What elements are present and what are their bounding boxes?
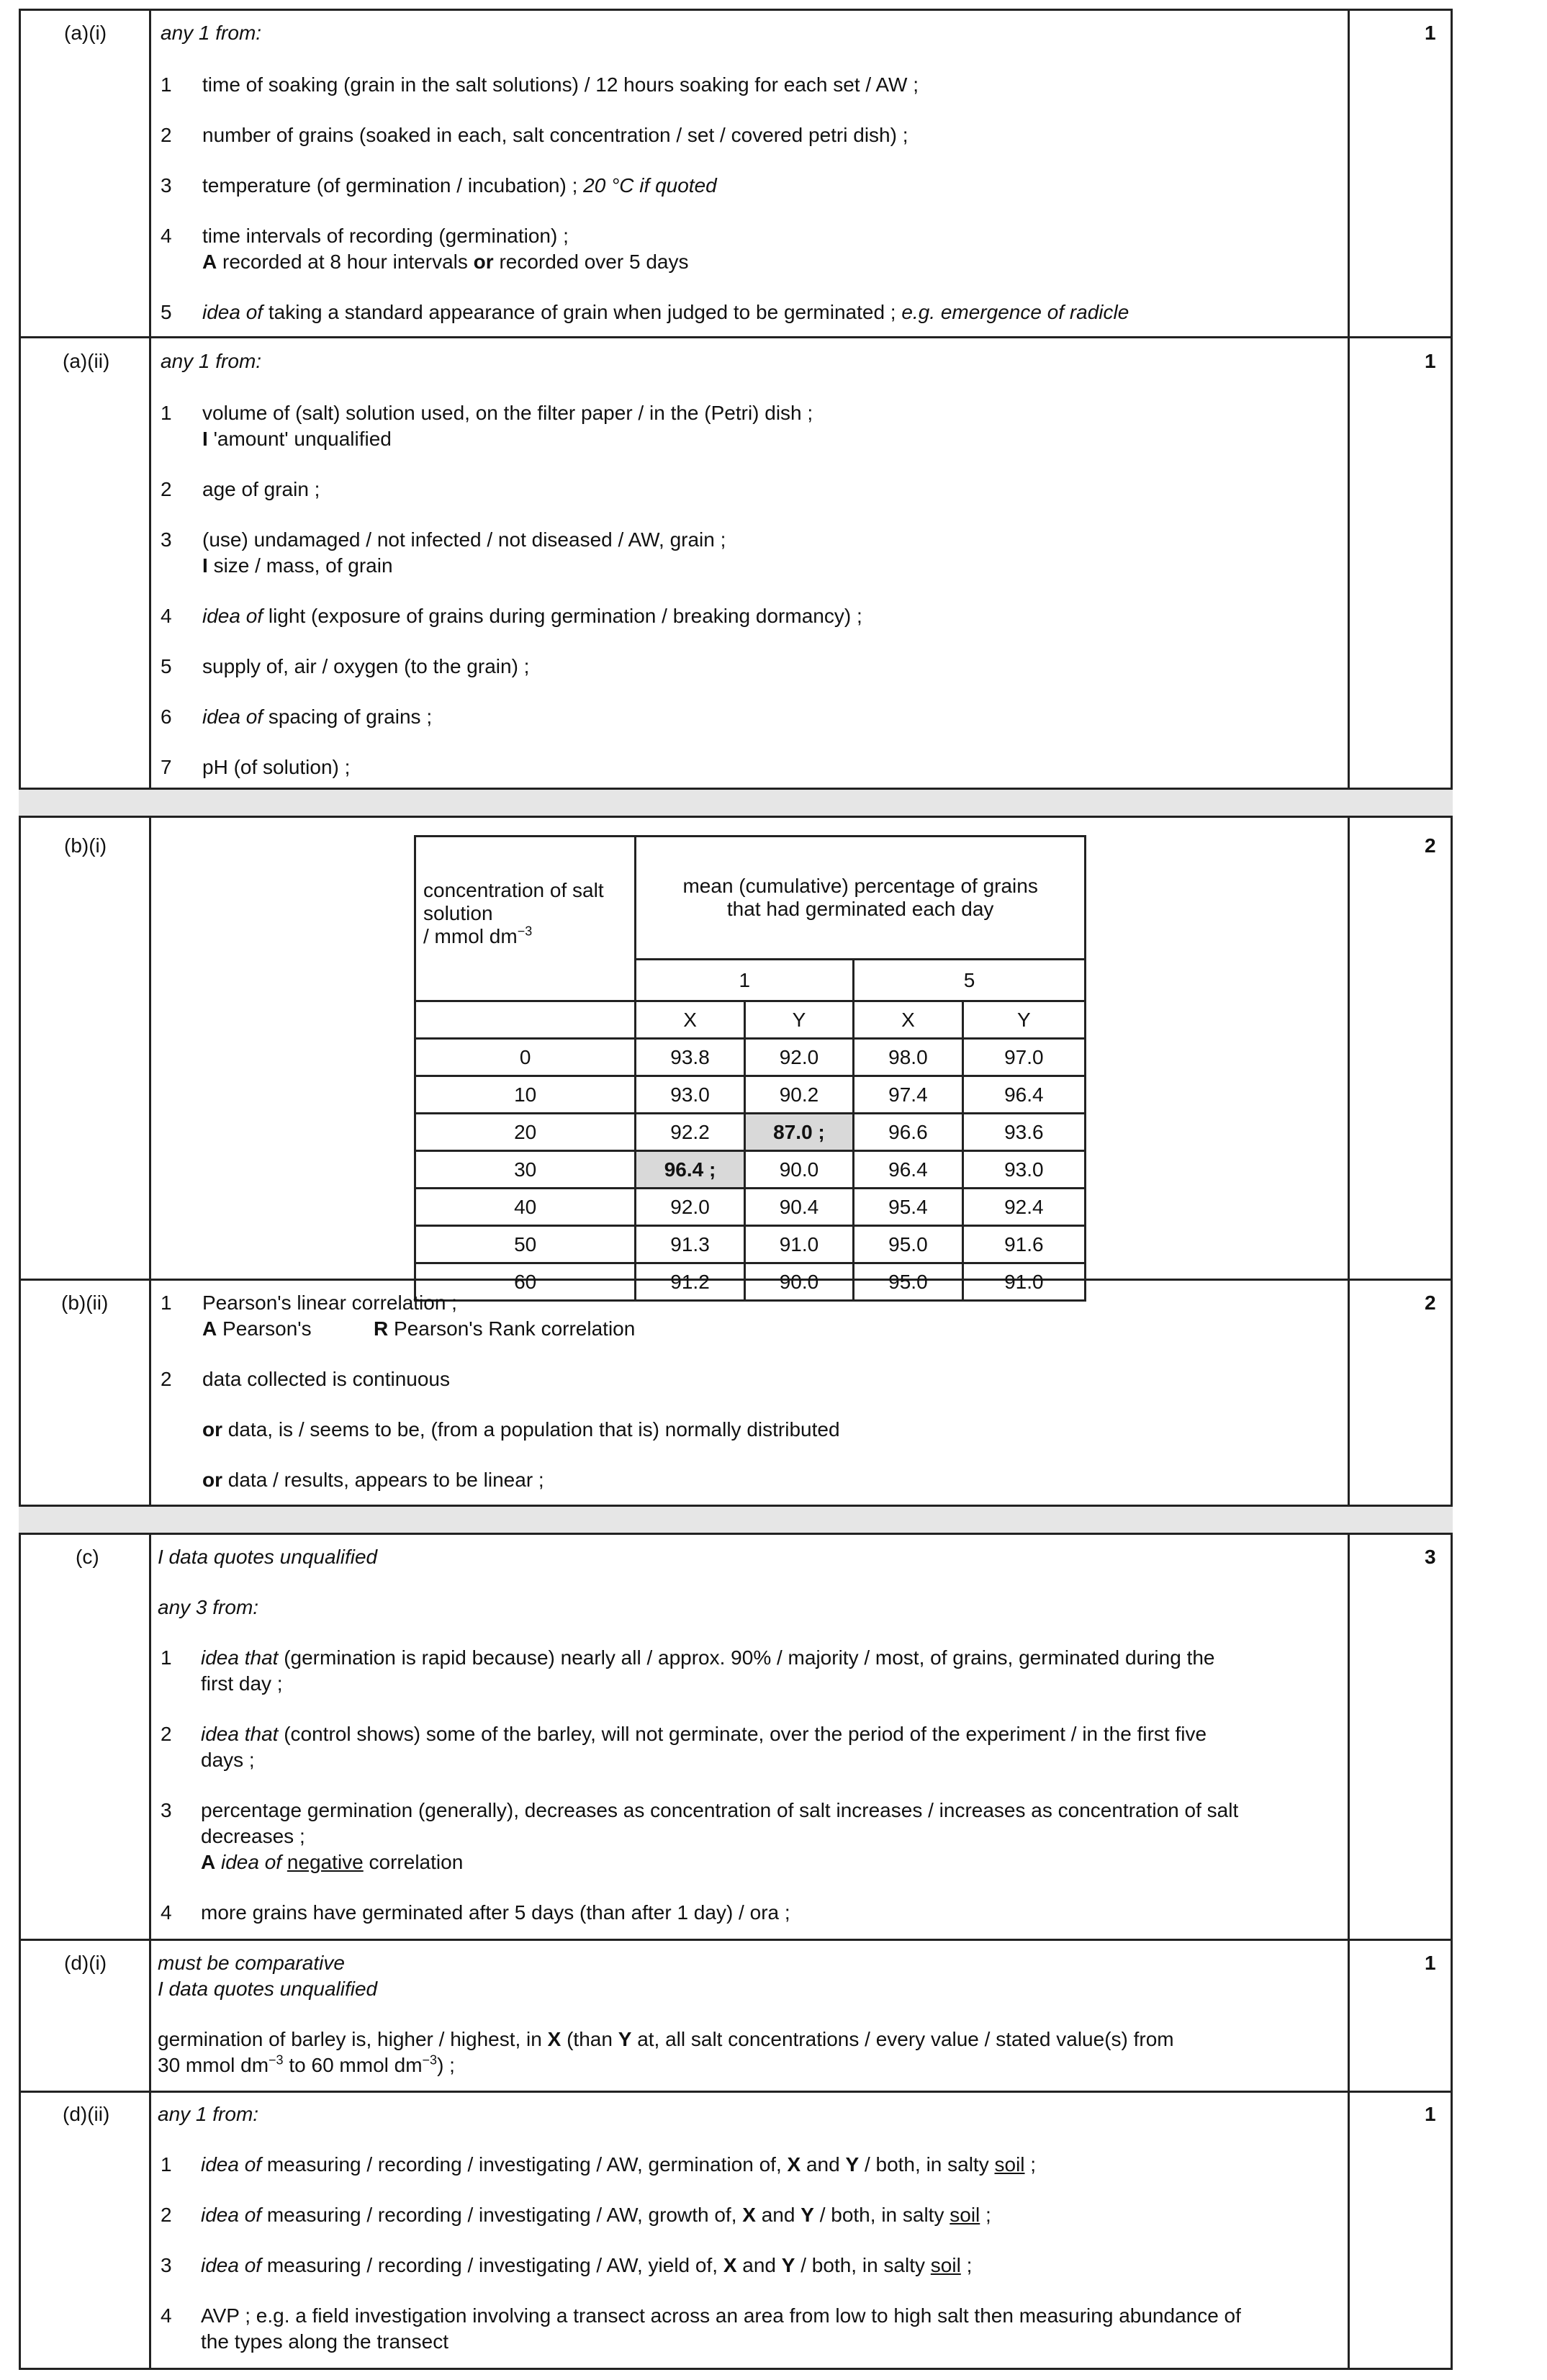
point-number: 4 — [161, 605, 172, 627]
guidance-text: any 1 from: — [161, 350, 262, 372]
ignore-line — [202, 554, 393, 578]
answer-text: ) ; — [437, 2054, 455, 2076]
table-cell: 96.4 — [962, 1076, 1085, 1114]
mean-percentage-header — [636, 837, 1086, 960]
table-row — [415, 1189, 1086, 1226]
answer-text: to 60 mmol dm — [289, 2054, 423, 2076]
keyword-underlined: negative — [287, 1851, 364, 1873]
answer-text: decreases ; — [201, 1825, 305, 1847]
ignore-label: I — [202, 428, 208, 450]
reject-label: R — [374, 1317, 389, 1340]
answer-line — [201, 1722, 1207, 1746]
table-cell: 92.4 — [962, 1189, 1085, 1226]
table-cell: 97.0 — [962, 1039, 1085, 1076]
variety-x: X — [742, 2204, 756, 2226]
answer-text: pH (of solution) ; — [202, 756, 351, 778]
table-cell: 96.6 — [854, 1114, 962, 1151]
point-number: 1 — [161, 1646, 172, 1669]
marks-value: 2 — [1425, 834, 1436, 857]
point-number: 1 — [161, 1292, 172, 1314]
answer-text: age of grain ; — [202, 478, 320, 500]
accept-line — [202, 250, 688, 274]
table-row — [415, 1076, 1086, 1114]
answer-text: (control shows) some of the barley, will not germinate, over the period of the experiment / in the first five — [284, 1723, 1207, 1745]
answer-text: spacing of grains ; — [268, 706, 433, 728]
answer-text: supply of, air / oxygen (to the grain) ; — [202, 655, 530, 677]
table-row — [415, 1114, 1086, 1151]
header-line — [423, 925, 627, 948]
idea-label: idea that — [201, 1723, 279, 1745]
answer-text: measuring / recording / investigating / AW, yield of, — [266, 2254, 718, 2276]
answer-text: ; — [966, 2254, 973, 2276]
marks-value: 1 — [1425, 2103, 1436, 2125]
alternative-line — [202, 1417, 840, 1442]
accept-label: A — [201, 1851, 216, 1873]
table-cell: 90.2 — [744, 1076, 853, 1114]
question-number: (a)(ii) — [63, 350, 110, 372]
guidance-text: any 1 from: — [158, 2103, 259, 2125]
answer-text: percentage germination (generally), decreases as concentration of salt increases / increases as concentration of salt — [201, 1799, 1239, 1821]
idea-label: idea of — [202, 301, 263, 323]
answer-line — [201, 2153, 1036, 2177]
mark-scheme-block-a — [19, 9, 1453, 790]
day-5-header: 5 — [854, 960, 1086, 1001]
accept-line — [202, 1317, 312, 1341]
accept-line — [201, 1850, 463, 1875]
table-cell: 93.6 — [962, 1114, 1085, 1151]
point-number: 2 — [161, 124, 172, 146]
ignore-text: 'amount' unqualified — [213, 428, 392, 450]
guidance-text: I data quotes unqualified — [158, 1546, 378, 1568]
marks-value: 2 — [1425, 1292, 1436, 1314]
question-number: (d)(ii) — [63, 2103, 110, 2125]
table-cell: 98.0 — [854, 1039, 962, 1076]
table-cell: 95.0 — [854, 1263, 962, 1301]
answer-line — [202, 705, 432, 729]
table-cell: 92.2 — [636, 1114, 744, 1151]
keyword-underlined: soil — [950, 2204, 980, 2226]
concentration-header — [415, 837, 636, 1001]
point-number: 2 — [161, 2204, 172, 2226]
table-cell: 92.0 — [636, 1189, 744, 1226]
table-cell: 93.8 — [636, 1039, 744, 1076]
idea-label: idea of — [221, 1851, 282, 1873]
point-number: 2 — [161, 1368, 172, 1390]
answer-line — [202, 604, 862, 628]
guidance-note: e.g. emergence of radicle — [901, 301, 1129, 323]
answer-text: number of grains (soaked in each, salt concentration / set / covered petri dish) ; — [202, 124, 908, 146]
answer-text: days ; — [201, 1749, 255, 1771]
table-cell: 10 — [415, 1076, 636, 1114]
section-gap — [19, 790, 1453, 816]
table-cell: 40 — [415, 1189, 636, 1226]
answer-cell-highlighted: 87.0 ; — [744, 1114, 853, 1151]
table-cell: 91.2 — [636, 1263, 744, 1301]
blank-header-cell — [415, 1001, 636, 1039]
marks-value: 1 — [1425, 350, 1436, 372]
point-number: 3 — [161, 1799, 172, 1821]
idea-label: idea that — [201, 1646, 279, 1669]
table-cell: 91.3 — [636, 1226, 744, 1263]
idea-label: idea of — [201, 2153, 262, 2176]
keyword-underlined: soil — [930, 2254, 961, 2276]
point-number: 4 — [161, 2304, 172, 2327]
point-number: 4 — [161, 1901, 172, 1924]
point-number: 5 — [161, 301, 172, 323]
table-cell: 60 — [415, 1263, 636, 1301]
table-row — [415, 1039, 1086, 1076]
answer-line — [158, 2053, 455, 2078]
point-number: 1 — [161, 402, 172, 424]
unit-exponent: −3 — [269, 2052, 284, 2068]
marks-value: 1 — [1425, 22, 1436, 44]
question-number: (b)(i) — [64, 834, 107, 857]
guidance-text: any 3 from: — [158, 1596, 259, 1618]
table-cell: 30 — [415, 1151, 636, 1189]
point-number: 6 — [161, 706, 172, 728]
idea-label: idea of — [201, 2254, 262, 2276]
answer-line — [201, 1646, 1215, 1670]
variety-x: X — [787, 2153, 801, 2176]
answer-text: / both, in salty — [800, 2254, 926, 2276]
unit-text: / mmol dm — [423, 925, 518, 947]
answer-text: and — [806, 2153, 840, 2176]
table-cell: 93.0 — [636, 1076, 744, 1114]
variety-x: X — [547, 2028, 561, 2050]
answer-text: first day ; — [201, 1672, 283, 1695]
reject-line — [374, 1317, 635, 1341]
table-cell: 91.6 — [962, 1226, 1085, 1263]
variety-x: X — [723, 2254, 737, 2276]
column-y-header: Y — [744, 1001, 853, 1039]
keyword-underlined: soil — [994, 2153, 1025, 2176]
answer-text: time intervals of recording (germination) ; — [202, 225, 569, 247]
table-cell: 92.0 — [744, 1039, 853, 1076]
header-line: that had germinated each day — [726, 898, 994, 920]
alternative-line — [202, 1468, 544, 1492]
or-label: or — [202, 1469, 222, 1491]
point-number: 2 — [161, 1723, 172, 1745]
unit-exponent: −3 — [517, 924, 533, 939]
answer-text: volume of (salt) solution used, on the filter paper / in the (Petri) dish ; — [202, 402, 813, 424]
ignore-line — [202, 427, 392, 451]
answer-text: the types along the transect — [201, 2330, 448, 2353]
point-number: 7 — [161, 756, 172, 778]
answer-text: (use) undamaged / not infected / not diseased / AW, grain ; — [202, 528, 726, 551]
answer-text: / both, in salty — [819, 2204, 944, 2226]
table-row — [415, 1226, 1086, 1263]
table-row — [415, 1151, 1086, 1189]
variety-y: Y — [845, 2153, 860, 2176]
idea-label: idea of — [201, 2204, 262, 2226]
accept-label: A — [202, 1317, 217, 1340]
table-cell: 20 — [415, 1114, 636, 1151]
question-number: (c) — [76, 1546, 99, 1568]
answer-text: (than — [567, 2028, 613, 2050]
point-number: 2 — [161, 478, 172, 500]
question-number: (a)(i) — [64, 22, 107, 44]
marks-value: 3 — [1425, 1546, 1436, 1568]
answer-text: taking a standard appearance of grain when judged to be germinated ; — [268, 301, 896, 323]
table-cell: 95.4 — [854, 1189, 962, 1226]
accept-text: recorded over 5 days — [499, 251, 689, 273]
variety-y: Y — [800, 2204, 814, 2226]
header-line: mean (cumulative) percentage of grains — [682, 875, 1038, 897]
column-y-header: Y — [962, 1001, 1085, 1039]
answer-line — [158, 2027, 1174, 2052]
marks-value: 1 — [1425, 1952, 1436, 1974]
answer-text: data / results, appears to be linear ; — [227, 1469, 544, 1491]
header-line: concentration of salt — [423, 879, 604, 901]
answer-line — [201, 2203, 991, 2227]
table-cell: 91.0 — [962, 1263, 1085, 1301]
ignore-label: I — [202, 554, 208, 577]
answer-cell-highlighted: 96.4 ; — [636, 1151, 744, 1189]
answer-line — [202, 173, 717, 198]
table-cell: 93.0 — [962, 1151, 1085, 1189]
table-cell: 0 — [415, 1039, 636, 1076]
variety-y: Y — [618, 2028, 632, 2050]
answer-text: time of soaking (grain in the salt solutions) / 12 hours soaking for each set / AW ; — [202, 73, 919, 96]
answer-text: and — [761, 2204, 795, 2226]
answer-text: germination of barley is, higher / highest, in — [158, 2028, 542, 2050]
column-x-header: X — [636, 1001, 744, 1039]
idea-label: idea of — [202, 706, 263, 728]
point-number: 3 — [161, 2254, 172, 2276]
answer-text: Pearson's linear correlation ; — [202, 1292, 457, 1314]
column-x-header: X — [854, 1001, 962, 1039]
table-cell: 91.0 — [744, 1226, 853, 1263]
ignore-text: size / mass, of grain — [213, 554, 393, 577]
point-number: 1 — [161, 73, 172, 96]
table-cell: 96.4 — [854, 1151, 962, 1189]
answer-text: data collected is continuous — [202, 1368, 450, 1390]
answer-line — [202, 300, 1129, 325]
answer-text: and — [742, 2254, 776, 2276]
mark-scheme-block-c-d — [19, 1533, 1453, 2370]
guidance-note: 20 °C if quoted — [583, 174, 717, 197]
answer-text: measuring / recording / investigating / AW, germination of, — [266, 2153, 782, 2176]
answer-text: light (exposure of grains during germination / breaking dormancy) ; — [268, 605, 862, 627]
table-cell: 90.4 — [744, 1189, 853, 1226]
answer-line — [201, 2253, 972, 2278]
point-number: 3 — [161, 528, 172, 551]
or-label: or — [473, 251, 494, 273]
answer-text: AVP ; e.g. a field investigation involving a transect across an area from low to high salt then measuring abundance of — [201, 2304, 1241, 2327]
accept-text: Pearson's — [222, 1317, 312, 1340]
mark-scheme-block-b — [19, 816, 1453, 1507]
unit-exponent: −3 — [422, 2052, 438, 2068]
day-1-header: 1 — [636, 960, 854, 1001]
answer-text: temperature (of germination / incubation) ; — [202, 174, 578, 197]
reject-text: Pearson's Rank correlation — [394, 1317, 636, 1340]
accept-text: recorded at 8 hour intervals — [222, 251, 468, 273]
table-cell: 90.0 — [744, 1263, 853, 1301]
answer-text: more grains have germinated after 5 days (than after 1 day) / ora ; — [201, 1901, 790, 1924]
header-line: solution — [423, 902, 493, 924]
table-cell: 97.4 — [854, 1076, 962, 1114]
variety-y: Y — [781, 2254, 795, 2276]
question-number: (d)(i) — [64, 1952, 107, 1974]
point-number: 5 — [161, 655, 172, 677]
answer-text: at, all salt concentrations / every value / stated value(s) from — [637, 2028, 1174, 2050]
guidance-text: I data quotes unqualified — [158, 1978, 378, 2000]
question-number: (b)(ii) — [61, 1292, 109, 1314]
accept-label: A — [202, 251, 217, 273]
germination-data-table — [414, 835, 1086, 1302]
section-gap — [19, 1507, 1453, 1533]
accept-text: correlation — [369, 1851, 464, 1873]
table-cell: 95.0 — [854, 1226, 962, 1263]
table-cell: 90.0 — [744, 1151, 853, 1189]
table-cell: 50 — [415, 1226, 636, 1263]
answer-text: / both, in salty — [864, 2153, 989, 2176]
answer-text: data, is / seems to be, (from a population that is) normally distributed — [227, 1418, 840, 1441]
answer-text: measuring / recording / investigating / AW, growth of, — [266, 2204, 737, 2226]
guidance-text: any 1 from: — [161, 22, 262, 44]
guidance-text: must be comparative — [158, 1952, 345, 1974]
answer-text: ; — [986, 2204, 991, 2226]
point-number: 1 — [161, 2153, 172, 2176]
point-number: 4 — [161, 225, 172, 247]
answer-text: ; — [1030, 2153, 1037, 2176]
table-row — [415, 1263, 1086, 1301]
idea-label: idea of — [202, 605, 263, 627]
answer-text: (germination is rapid because) nearly all / approx. 90% / majority / most, of grains, germinated during the — [284, 1646, 1215, 1669]
point-number: 3 — [161, 174, 172, 197]
or-label: or — [202, 1418, 222, 1441]
answer-text: 30 mmol dm — [158, 2054, 269, 2076]
